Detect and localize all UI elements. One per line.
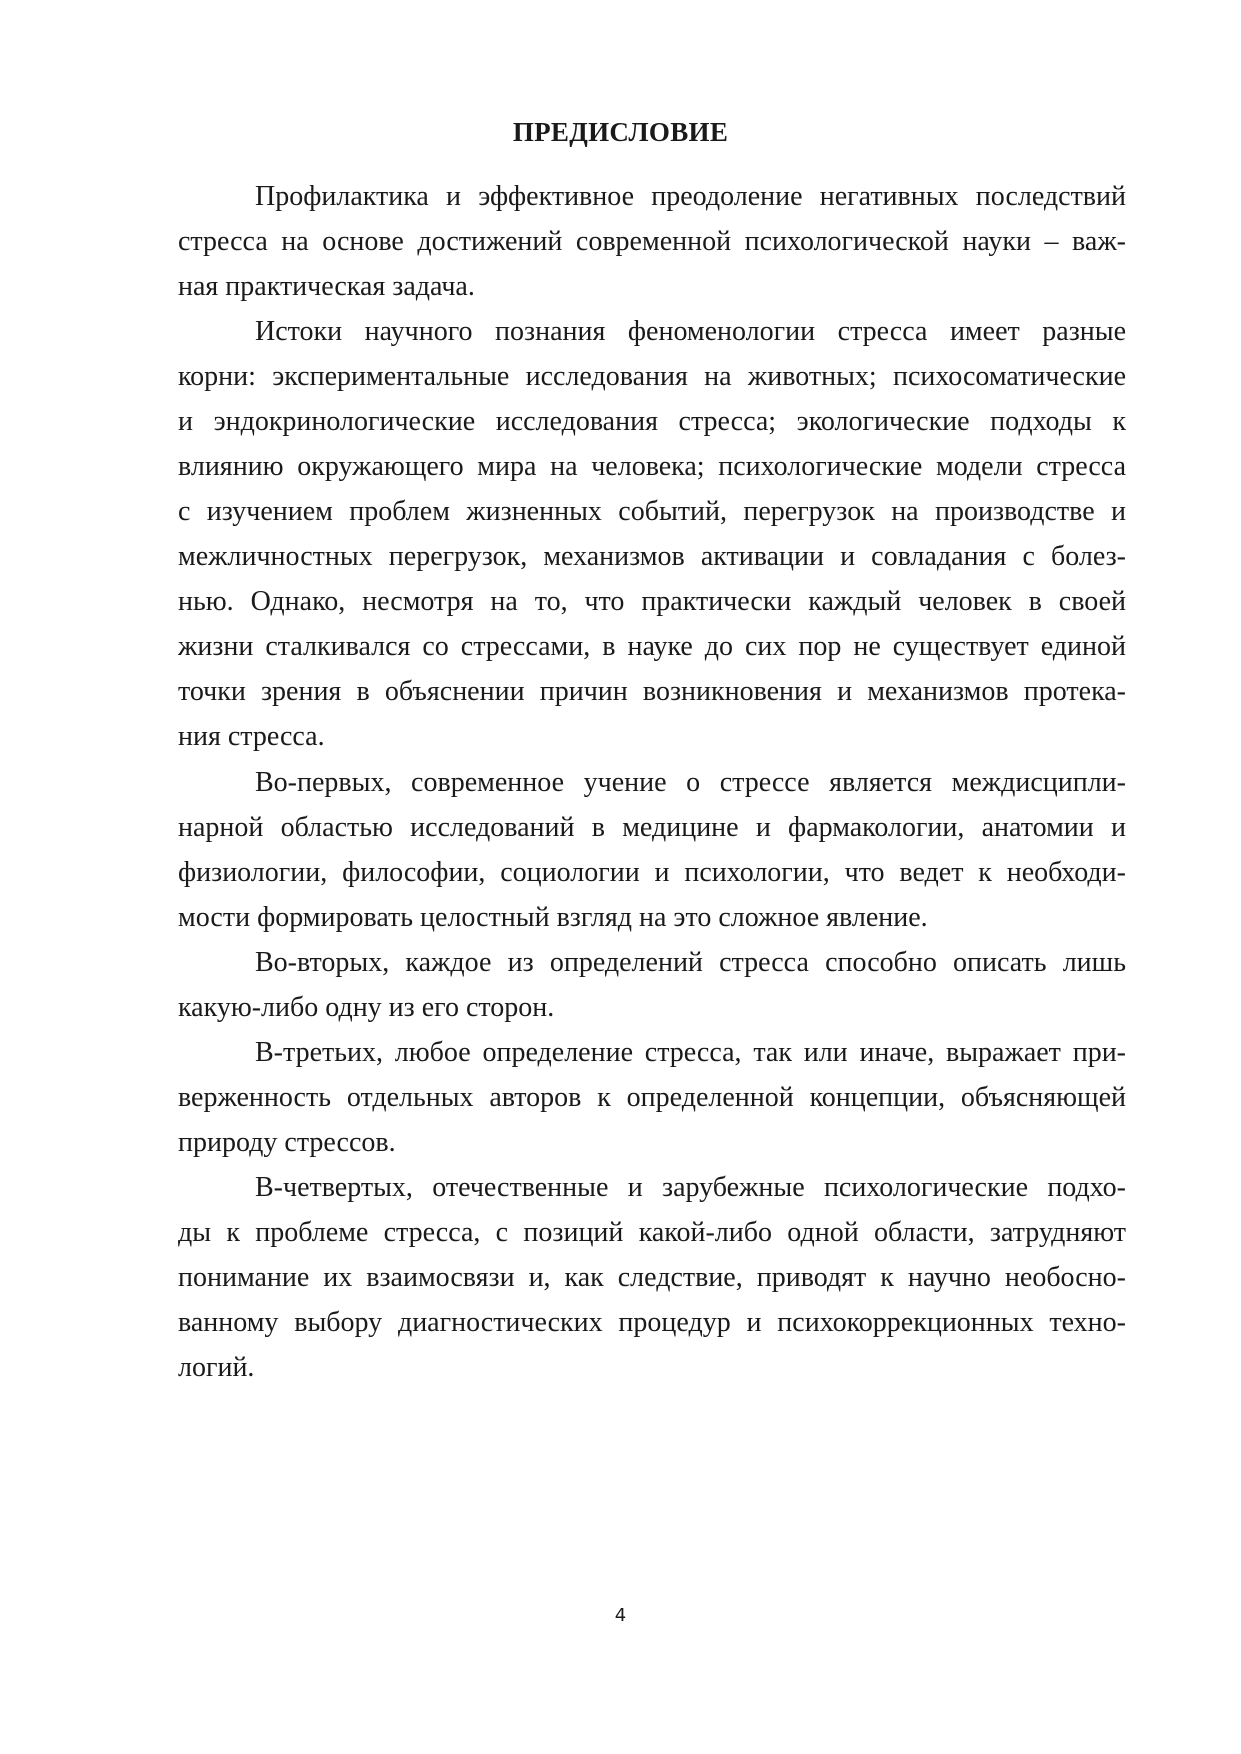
paragraph-3-line-4: мости формировать целостный взгляд на это сложное явление. [178,902,928,933]
page-title: ПРЕДИСЛОВИЕ [512,117,729,147]
paragraph-3-line-2: нарной областью исследований в медицине и фармакологии, анатомии и [178,812,1126,843]
paragraph-6-line-5: логий. [178,1352,255,1383]
paragraph-2-line-10: ния стресса. [178,721,325,752]
paragraph-5-line-2: верженность отдельных авторов к определенной концепции, объясняющей [178,1082,1126,1113]
page-number: 4 [614,1605,627,1626]
paragraph-2-line-9: точки зрения в объяснении причин возникновения и механизмов протека- [178,676,1126,707]
paragraph-1-line-2: стресса на основе достижений современной психологической науки – важ- [178,226,1126,257]
paragraph-6-line-1: В-четвертых, отечественные и зарубежные психологические подхо- [255,1172,1126,1203]
paragraph-2-line-4: влиянию окружающего мира на человека; психологические модели стресса [178,451,1126,482]
paragraph-5-line-1: В-третьих, любое определение стресса, так или иначе, выражает при- [255,1037,1126,1068]
paragraph-2-line-6: межличностных перегрузок, механизмов активации и совладания с болез- [178,541,1126,572]
paragraph-2-line-8: жизни сталкивался со стрессами, в науке до сих пор не существует единой [178,631,1126,662]
paragraph-2-line-2: корни: экспериментальные исследования на животных; психосоматические [178,361,1126,392]
paragraph-3-line-1: Во-первых, современное учение о стрессе является междисципли- [255,767,1126,798]
paragraph-6-line-3: понимание их взаимосвязи и, как следствие, приводят к научно необосно- [178,1262,1126,1293]
paragraph-2-line-3: и эндокринологические исследования стресса; экологические подходы к [178,406,1126,437]
paragraph-6-line-2: ды к проблеме стресса, с позиций какой-либо одной области, затрудняют [178,1217,1126,1248]
paragraph-4-line-1: Во-вторых, каждое из определений стресса способно описать лишь [255,947,1126,978]
paragraph-6-line-4: ванному выбору диагностических процедур и психокоррекционных техно- [178,1307,1126,1338]
paragraph-5-line-3: природу стрессов. [178,1127,396,1158]
paragraph-4-line-2: какую-либо одну из его сторон. [178,992,555,1023]
paragraph-2-line-1: Истоки научного познания феноменологии стресса имеет разные [255,316,1126,347]
paragraph-1-line-1: Профилактика и эффективное преодоление негативных последствий [255,181,1126,212]
paragraph-1-line-3: ная практическая задача. [178,271,475,302]
paragraph-2-line-7: нью. Однако, несмотря на то, что практически каждый человек в своей [178,586,1126,617]
paragraph-3-line-3: физиологии, философии, социологии и психологии, что ведет к необходи- [178,857,1126,888]
paragraph-2-line-5: с изучением проблем жизненных событий, перегрузок на производстве и [178,496,1126,527]
